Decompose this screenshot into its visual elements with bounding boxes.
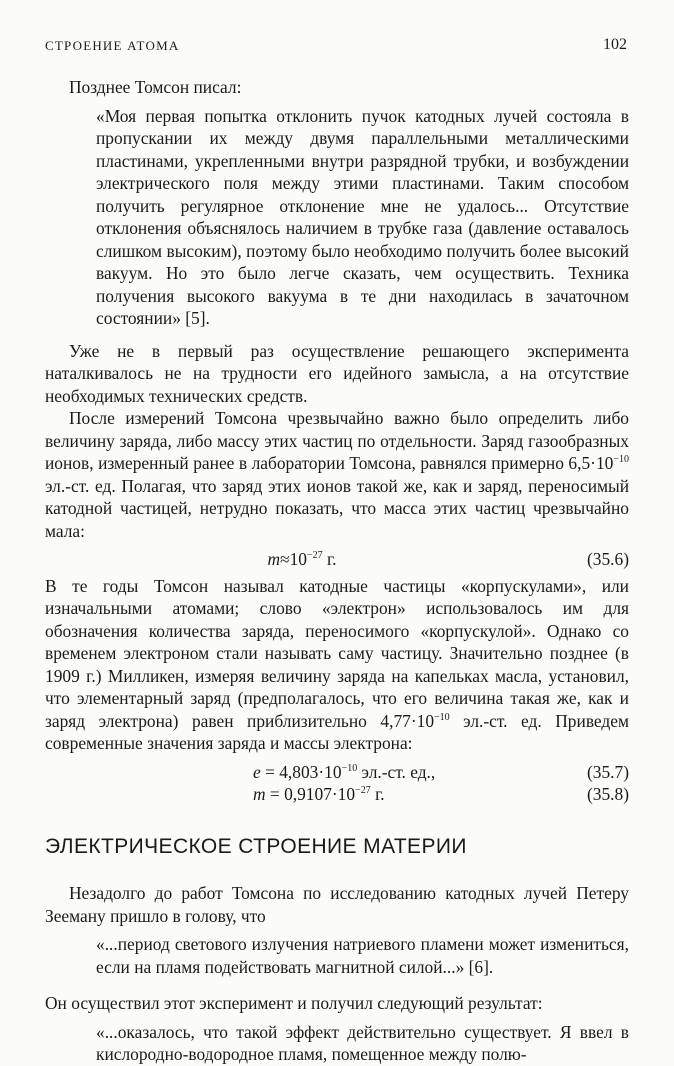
zeeman-result-quote: «...оказалось, что такой эффект действительно существует. Я ввел в кислородно-водородное пламя, помещенное между полю- [96, 1021, 629, 1064]
formula-symbol: m [267, 549, 281, 569]
equation-number: (35.7) [586, 761, 629, 782]
thomson-quote: «Моя первая попытка отклонить пучок катодных лучей состояла в пропускании их между двумя параллельными металлическими пластинами, укрепленными внутри разрядной трубки, и возбуждении электрического поля между этими пластинами. Таким способом получить регулярное отклонение мне не удалось... Отсутствие отклонения объяснялось наличием в трубке газа (давление оставалось слишком высоким), поэтому было необходимо получить более высокий вакуум. Но это было легче сказать, чем осуществить. Техника получения высокого вакуума в те дни находилась в зачаточном состоянии» [5]. [96, 105, 629, 328]
formula-symbol: m [253, 784, 266, 804]
equation-number: (35.6) [586, 549, 629, 569]
formula-relation: = 0,9107·10 [265, 784, 356, 804]
formula-exponent: −27 [355, 785, 371, 796]
paragraph-corpuscles [45, 575, 629, 755]
formula-relation: = 4,803·10 [260, 761, 342, 782]
section-title: ЭЛЕКТРИЧЕСКОЕ СТРОЕНИЕ МАТЕРИИ [45, 834, 467, 858]
exponent: −10 [434, 711, 450, 723]
text-segment: В те годы Томсон называл катодные частицы «корпускулами», или изначальными атомами; слово «электрон» использовалось им для обозначения количества заряда, переносимого «корпускулой». Однако со временем электроном стали называть саму частицу. Значительно позднее (в 1909 г.) Милликен, измеряя величину заряда на капельках масла, установил, что элементарный заряд (предполагалось, что его величина такая же, как и заряд электрона) равен приблизительно 4,77·10 [45, 575, 629, 731]
text-segment: эл.-ст. ед. Полагая, что заряд этих ионов такой же, как и заряд, переносимый катодной частицей, нетрудно показать, что масса этих частиц чрезвычайно мала: [45, 475, 629, 541]
intro-paragraph: Позднее Томсон писал: [69, 77, 242, 97]
formula-expression [45, 548, 569, 571]
formula-35-6 [45, 548, 629, 571]
paragraph-charge-measurement [45, 407, 629, 542]
formula-35-7 [45, 761, 629, 784]
formula-exponent: −10 [341, 762, 358, 774]
page-number: 102 [603, 36, 627, 53]
formula-block-electron-constants [45, 761, 629, 806]
running-head: СТРОЕНИЕ АТОМА [45, 38, 180, 53]
formula-unit: эл.-ст. ед., [357, 761, 436, 782]
formula-symbol: e [253, 761, 261, 782]
formula-35-8 [45, 783, 629, 806]
formula-relation: ≈10 [280, 549, 307, 569]
page-body [45, 76, 629, 1066]
zeeman-quote: «...период светового излучения натриевого пламени может измениться, если на пламя подействовать магнитной силой...» [6]. [96, 934, 629, 977]
formula-exponent: −27 [306, 550, 323, 561]
text-segment: После измерений Томсона чрезвычайно важно было определить либо величину заряда, либо массу этих частиц по отдельности. Заряд газообразных ионов, измеренный ранее в лаборатории Томсона, равнялся примерно 6,5·10 [45, 408, 629, 473]
formula-unit: г. [322, 549, 337, 569]
formula-unit: г. [370, 784, 385, 804]
text-segment: эл.-ст. ед. Приведем современные значения заряда и массы электрона: [45, 710, 629, 753]
formula-expression [45, 761, 569, 784]
equation-number: (35.8) [586, 784, 629, 804]
exponent: −10 [613, 454, 629, 465]
paragraph-zeeman: Незадолго до работ Томсона по исследованию катодных лучей Петеру Зееману пришло в голову, что [45, 883, 629, 926]
paragraph-experiment: Он осуществил этот эксперимент и получил следующий результат: [45, 993, 543, 1013]
formula-expression [45, 783, 569, 806]
paragraph-technical-means: Уже не в первый раз осуществление решающего эксперимента наталкивалось не на трудности его идейного замысла, а на отсутствие необходимых технических средств. [45, 340, 629, 406]
